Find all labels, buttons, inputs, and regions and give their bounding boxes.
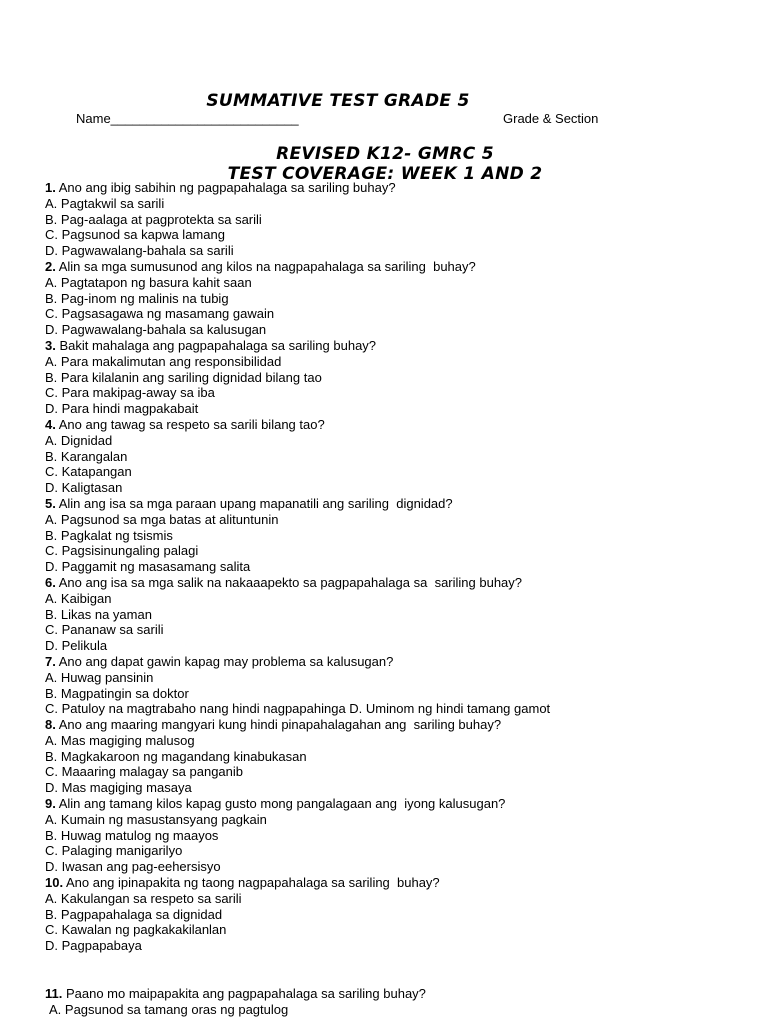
question-number: 4. [45,416,56,432]
question-number: 3. [45,337,56,353]
question-7 [45,654,765,670]
question-3 [45,338,765,354]
answer-option: B. Pag-inom ng malinis na tubig [45,290,229,306]
answer-option: A. Mas magiging malusog [45,732,195,748]
answer-option: D. Pagwawalang-bahala sa kalusugan [45,322,267,338]
answer-option: A. Huwag pansinin [45,669,154,685]
question-number: 7. [45,653,56,669]
answer-option: D. Pelikula [45,638,108,654]
question-text: Bakit mahalaga ang pagpapahalaga sa sariling buhay? [55,337,377,353]
answer-option: B. Pagpapahalaga sa dignidad [45,906,223,922]
answer-option: C. Pananaw sa sarili [45,622,164,638]
question-number: 9. [45,796,56,812]
question-number: 6. [45,574,56,590]
question-text: Ano ang ipinapakita ng taong nagpapahalaga sa sariling buhay? [63,875,440,891]
question-2 [45,259,765,275]
question-11 [45,986,765,1002]
test-title: SUMMATIVE TEST GRADE 5 [206,91,470,111]
question-list [45,180,765,1018]
question-number: 1. [45,180,56,195]
question-number: 10. [45,875,64,891]
name-field-label: Name__________________________ [76,111,299,126]
answer-option: A. Kumain ng masustansyang pagkain [45,811,267,827]
answer-option: C. Patuloy na magtrabaho nang hindi nagpapahinga D. Uminom ng hindi tamang gamot [45,701,551,717]
answer-option: D. Kaligtasan [45,480,123,496]
question-number: 2. [45,258,56,274]
answer-option: C. Kawalan ng pagkakakilanlan [45,922,227,938]
question-text: Ano ang ibig sabihin ng pagpapahalaga sa sariling buhay? [55,180,396,195]
answer-option: D. Pagwawalang-bahala sa sarili [45,243,234,259]
answer-option: B. Magpatingin sa doktor [45,685,189,701]
answer-option: C. Pagsisinungaling palagi [45,543,199,559]
answer-option: C. Pagsasagawa ng masamang gawain [45,306,275,322]
spacer [45,954,765,986]
answer-option: C. Para makipag-away sa iba [45,385,215,401]
question-number: 8. [45,717,56,733]
question-text: Alin ang tamang kilos kapag gusto mong pangalagaan ang iyong kalusugan? [55,796,506,812]
question-text: Alin sa mga sumusunod ang kilos na nagpapahalaga sa sariling buhay? [55,258,476,274]
answer-option: A. Para makalimutan ang responsibilidad [45,353,282,369]
answer-option: A. Kakulangan sa respeto sa sarili [45,890,242,906]
answer-option: D. Para hindi magpakabait [45,401,199,417]
answer-option: A. Pagsunod sa mga batas at alituntunin [45,511,279,527]
answer-option: D. Paggamit ng masasamang salita [45,559,251,575]
answer-option: C. Katapangan [45,464,132,480]
coverage-heading: TEST COVERAGE: WEEK 1 AND 2 [227,164,543,184]
question-text: Ano ang maaring mangyari kung hindi pinapahalagahan ang sariling buhay? [55,717,502,733]
answer-option: C. Maaaring malagay sa panganib [45,764,244,780]
question-1 [45,180,765,196]
question-text: Paano mo maipapakita ang pagpapahalaga sa sariling buhay? [62,986,426,1002]
question-text: Ano ang isa sa mga salik na nakaaapekto sa pagpapahalaga sa sariling buhay? [55,574,523,590]
question-9 [45,796,765,812]
question-text: Ano ang dapat gawin kapag may problema sa kalusugan? [55,653,394,669]
question-number: 5. [45,495,56,511]
question-6 [45,575,765,591]
answer-option: B. Pag-aalaga at pagprotekta sa sarili [45,211,262,227]
subject-heading: REVISED K12- GMRC 5 [276,144,494,164]
answer-option: C. Pagsunod sa kapwa lamang [45,227,225,243]
question-10 [45,875,765,891]
question-8 [45,717,765,733]
answer-option: D. Mas magiging masaya [45,780,192,796]
answer-option: C. Palaging manigarilyo [45,843,183,859]
question-text: Alin ang isa sa mga paraan upang mapanatili ang sariling dignidad? [55,495,453,511]
answer-option: D. Iwasan ang pag-eehersisyo [45,859,221,875]
answer-option: B. Para kilalanin ang sariling dignidad bilang tao [45,369,322,385]
answer-option: A. Kaibigan [45,590,112,606]
answer-option: B. Magkakaroon ng magandang kinabukasan [45,748,307,764]
answer-option: B. Karangalan [45,448,128,464]
question-5 [45,496,765,512]
answer-option: D. Pagpapabaya [45,938,142,954]
answer-option: A. Dignidad [45,432,113,448]
answer-option: A. Pagtatapon ng basura kahit saan [45,274,252,290]
answer-option: A. Pagsunod sa tamang oras ng pagtulog [49,1001,289,1017]
answer-option: B. Pagkalat ng tsismis [45,527,173,543]
grade-section-label: Grade & Section [503,111,599,126]
answer-option: A. Pagtakwil sa sarili [45,195,165,211]
answer-option: B. Likas na yaman [45,606,152,622]
answer-option: B. Huwag matulog ng maayos [45,827,219,843]
question-4 [45,417,765,433]
question-number: 11. [45,986,63,1002]
question-text: Ano ang tawag sa respeto sa sarili bilang tao? [55,416,325,432]
